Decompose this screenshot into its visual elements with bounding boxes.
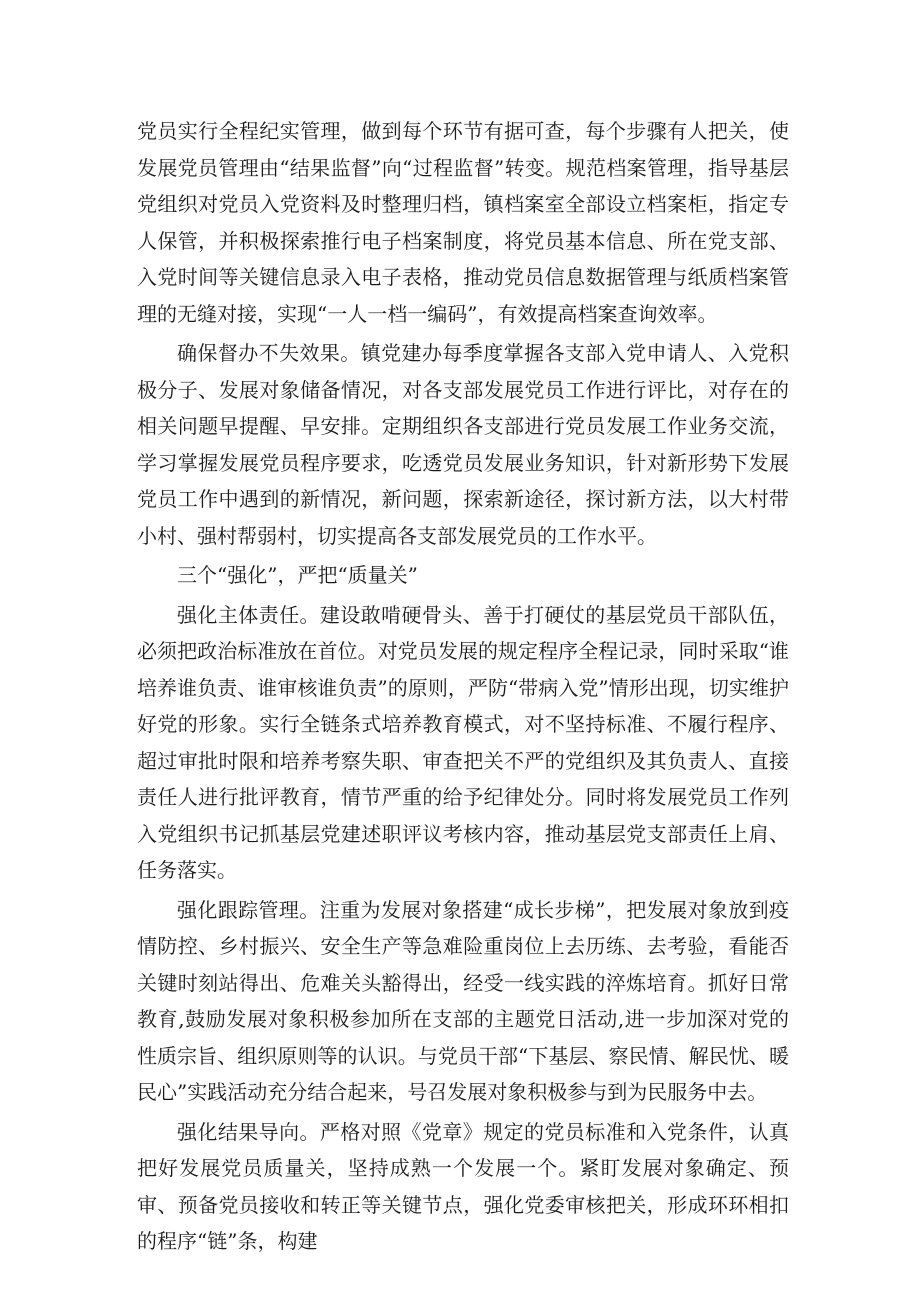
paragraph-archive-management: 党员实行全程纪实管理，做到每个环节有据可查，每个步骤有人把关，使发展党员管理由“结果监督”向“过程监督”转变。规范档案管理，指导基层党组织对党员入党资料及时整理归档，镇档案室全部设立档案柜，指定专人保管，并积极探索推行电子档案制度，将党员基本信息、所在党支部、入党时间等关键信息录入电子表格，推动党员信息数据管理与纸质档案管理的无缝对接，实现“一人一档一编码”，有效提高档案查询效率。 xyxy=(137,119,789,326)
paragraph-main-responsibility: 强化主体责任。建设敢啃硬骨头、善于打硬仗的基层党员干部队伍，必须把政治标准放在首位。对党员发展的规定程序全程记录，同时采取“谁培养谁负责、谁审核谁负责”的原则，严防“带病入党”情形出现，切实维护好党的形象。实行全链条式培养教育模式，对不坚持标准、不履行程序、超过审批时限和培养考察失职、审查把关不严的党组织及其负责人、直接责任人进行批评教育，情节严重的给予纪律处分。同时将发展党员工作列入党组织书记抓基层党建述职评议考核内容，推动基层党支部责任上肩、任务落实。 xyxy=(137,602,789,882)
paragraph-supervision-effect: 确保督办不失效果。镇党建办每季度掌握各支部入党申请人、入党积极分子、发展对象储备情况，对各支部发展党员工作进行评比，对存在的相关问题早提醒、早安排。定期组织各支部进行党员发展工作业务交流，学习掌握发展党员程序要求，吃透党员发展业务知识，针对新形势下发展党员工作中遇到的新情况，新问题，探索新途径，探讨新方法，以大村带小村、强村帮弱村，切实提高各支部发展党员的工作水平。 xyxy=(137,341,789,548)
paragraph-tracking-management: 强化跟踪管理。注重为发展对象搭建“成长步梯”，把发展对象放到疫情防控、乡村振兴、安全生产等急难险重岗位上去历练、去考验，看能否关键时刻站得出、危难关头豁得出，经受一线实践的淬炼培育。抓好日常教育,鼓励发展对象积极参加所在支部的主题党日活动,进一步加深对党的性质宗旨、组织原则等的认识。与党员干部“下基层、察民情、解民忧、暖民心”实践活动充分结合起来，号召发展对象积极参与到为民服务中去。 xyxy=(137,897,789,1104)
paragraph-result-oriented: 强化结果导向。严格对照《党章》规定的党员标准和入党条件，认真把好发展党员质量关，坚持成熟一个发展一个。紧盯发展对象确定、预审、预备党员接收和转正等关键节点，强化党委审核把关，形成环环相扣的程序“链”条，构建 xyxy=(137,1119,789,1253)
document-body xyxy=(137,113,789,1263)
section-heading-three-strengthen: 三个“强化”，严把“质量关” xyxy=(177,563,418,587)
